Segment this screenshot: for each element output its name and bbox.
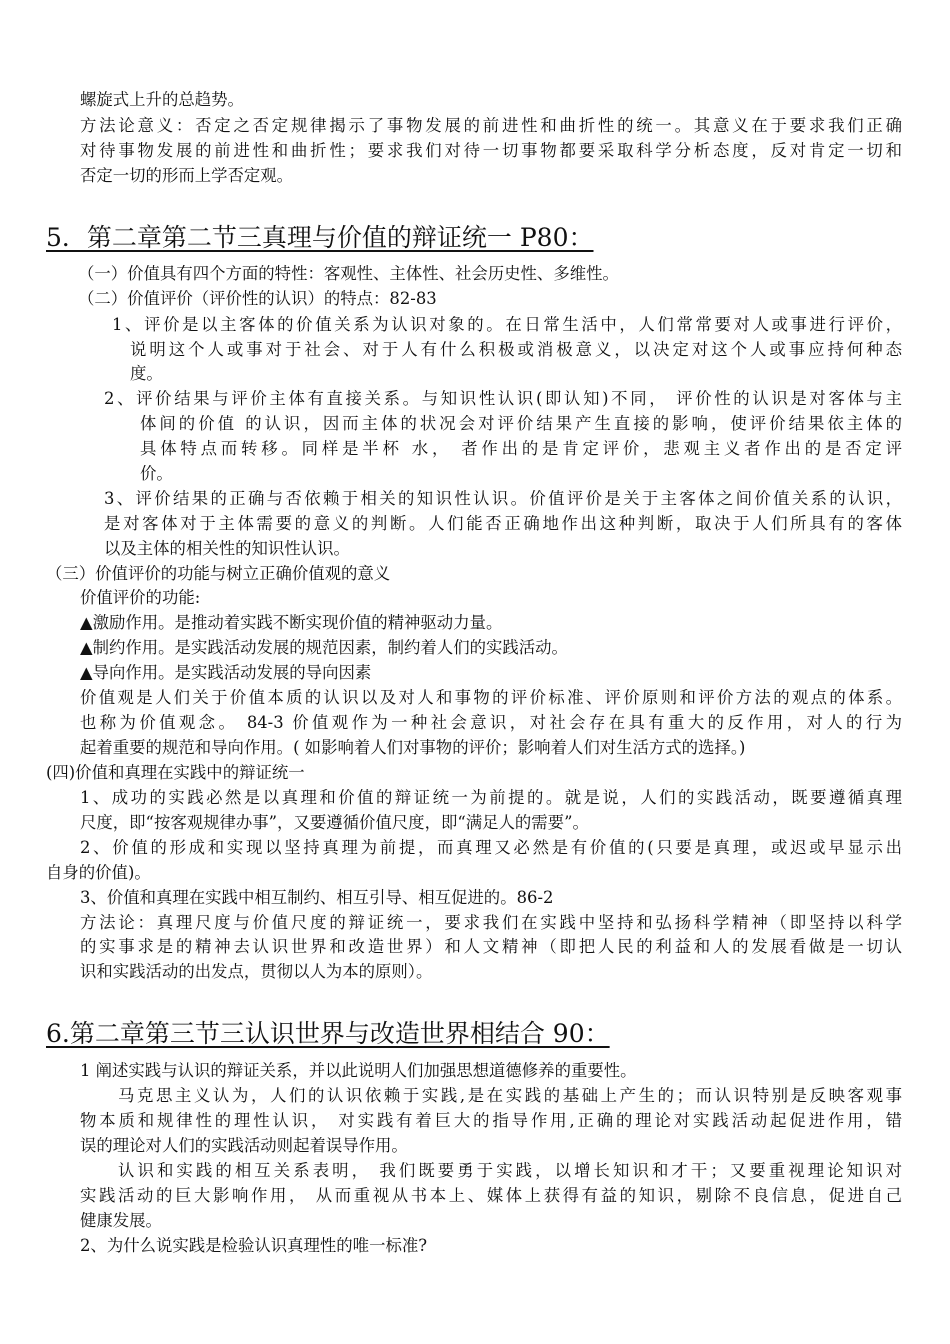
s5-item-1-line-3: 度。 <box>130 364 163 383</box>
s5-item-2-line-4: 价。 <box>140 464 173 483</box>
s5-point-1: （一）价值具有四个方面的特性：客观性、主体性、社会历史性、多维性。 <box>78 264 619 283</box>
s6-answer-2-line-2: 实践活动的巨大影响作用， 从而重视从书本上、媒体上获得有益的知识，剔除不良信息，促进自己 <box>80 1186 902 1205</box>
s5-method-line-1: 方法论：真理尺度与价值尺度的辩证统一，要求我们在实践中坚持和弘扬科学精神（即坚持以科学 <box>80 913 902 932</box>
s6-question-1: 1 阐述实践与认识的辩证关系，并以此说明人们加强思想道德修养的重要性。 <box>80 1061 637 1080</box>
s6-answer-1-line-1: 马克思主义认为，人们的认识依赖于实践,是在实践的基础上产生的；而认识特别是反映客观事 <box>118 1086 902 1105</box>
intro-line-4: 否定一切的形而上学否定观。 <box>80 166 294 185</box>
intro-line-1: 螺旋式上升的总趋势。 <box>80 90 244 109</box>
s5-item-3-line-2: 是对客体对于主体需要的意义的判断。人们能否正确地作出这种判断，取决于人们所具有的客体 <box>104 514 902 533</box>
s5-item-3-line-3: 以及主体的相关性的知识性认识。 <box>104 539 350 558</box>
s5-unity-3: 3、价值和真理在实践中相互制约、相互引导、相互促进的。86-2 <box>80 888 554 907</box>
s5-functions-label: 价值评价的功能: <box>80 588 201 607</box>
s5-item-2-line-2: 体间的价值 的认识，因而主体的状况会对评价结果产生直接的影响，使评价结果依主体的 <box>140 414 902 433</box>
s6-answer-1-line-3: 误的理论对人们的实践活动则起着误导作用。 <box>80 1136 408 1155</box>
intro-line-3: 对待事物发展的前进性和曲折性；要求我们对待一切事物都要采取科学分析态度，反对肯定一切和 <box>80 141 902 160</box>
s5-item-3-line-1: 3、评价结果的正确与否依赖于相关的知识性认识。价值评价是关于主客体之间价值关系的认识， <box>104 489 902 508</box>
s5-item-1-line-2: 说明这个人或事对于社会、对于人有什么积极或消极意义，以决定对这个人或事应持何种态 <box>130 340 902 359</box>
s6-answer-1-line-2: 物本质和规律性的理性认识， 对实践有着巨大的指导作用,正确的理论对实践活动起促进作用，错 <box>80 1111 902 1130</box>
s5-point-3: （三）价值评价的功能与树立正确价值观的意义 <box>46 564 391 583</box>
s5-unity-1-line-2: 尺度，即“按客观规律办事”，又要遵循价值尺度，即“满足人的需要”。 <box>80 813 589 832</box>
s5-point-2: （二）价值评价（评价性的认识）的特点：82-83 <box>78 289 437 308</box>
intro-line-2: 方法论意义：否定之否定规律揭示了事物发展的前进性和曲折性的统一。其意义在于要求我们正确 <box>80 116 902 135</box>
s5-bullet-1: ▲激励作用。是推动着实践不断实现价值的精神驱动力量。 <box>80 613 503 632</box>
s5-point-4: (四)价值和真理在实践中的辩证统一 <box>46 763 305 782</box>
s5-bullet-3: ▲导向作用。是实践活动发展的导向因素 <box>80 663 372 682</box>
s5-method-line-3: 识和实践活动的出发点，贯彻以人为本的原则）。 <box>80 962 433 981</box>
s5-method-line-2: 的实事求是的精神去认识世界和改造世界）和人文精神（即把人民的利益和人的发展看做是一切认 <box>80 937 902 956</box>
s6-answer-2-line-1: 认识和实践的相互关系表明， 我们既要勇于实践，以增长知识和才干；又要重视理论知识对 <box>118 1161 902 1180</box>
s5-unity-2-line-1: 2、价值的形成和实现以坚持真理为前提，而真理又必然是有价值的(只要是真理，或迟或早显示出 <box>80 838 902 857</box>
s6-question-2: 2、为什么说实践是检验认识真理性的唯一标准? <box>80 1236 428 1255</box>
s5-bullet-2: ▲制约作用。是实践活动发展的规范因素，制约着人们的实践活动。 <box>80 638 568 657</box>
s5-unity-1-line-1: 1、成功的实践必然是以真理和价值的辩证统一为前提的。就是说，人们的实践活动，既要遵循真理 <box>80 788 902 807</box>
s5-item-2-line-1: 2、评价结果与评价主体有直接关系。与知识性认识(即认知)不同， 评价性的认识是对客体与主 <box>104 389 902 408</box>
s5-values-line-1: 价值观是人们关于价值本质的认识以及对人和事物的评价标准、评价原则和评价方法的观点的体系。 <box>80 688 902 707</box>
s5-unity-2-line-2: 自身的价值)。 <box>46 863 151 882</box>
section-6-heading: 6.第二章第三节三认识世界与改造世界相结合 90： <box>46 1019 610 1048</box>
s5-item-1-line-1: 1、评价是以主客体的价值关系为认识对象的。在日常生活中，人们常常要对人或事进行评价， <box>112 315 902 334</box>
s5-item-2-line-3: 具体特点而转移。同样是半杯 水， 者作出的是肯定评价，悲观主义者作出的是否定评 <box>140 439 902 458</box>
s5-values-line-3: 起着重要的规范和导向作用。( 如影响着人们对事物的评价；影响着人们对生活方式的选择。) <box>80 738 746 757</box>
s6-answer-2-line-3: 健康发展。 <box>80 1211 162 1230</box>
section-5-heading: 5．第二章第二节三真理与价值的辩证统一 P80： <box>46 223 594 252</box>
s5-values-line-2: 也称为价值观念。 84-3 价值观作为一种社会意识，对社会存在具有重大的反作用，对人的行为 <box>80 713 902 732</box>
